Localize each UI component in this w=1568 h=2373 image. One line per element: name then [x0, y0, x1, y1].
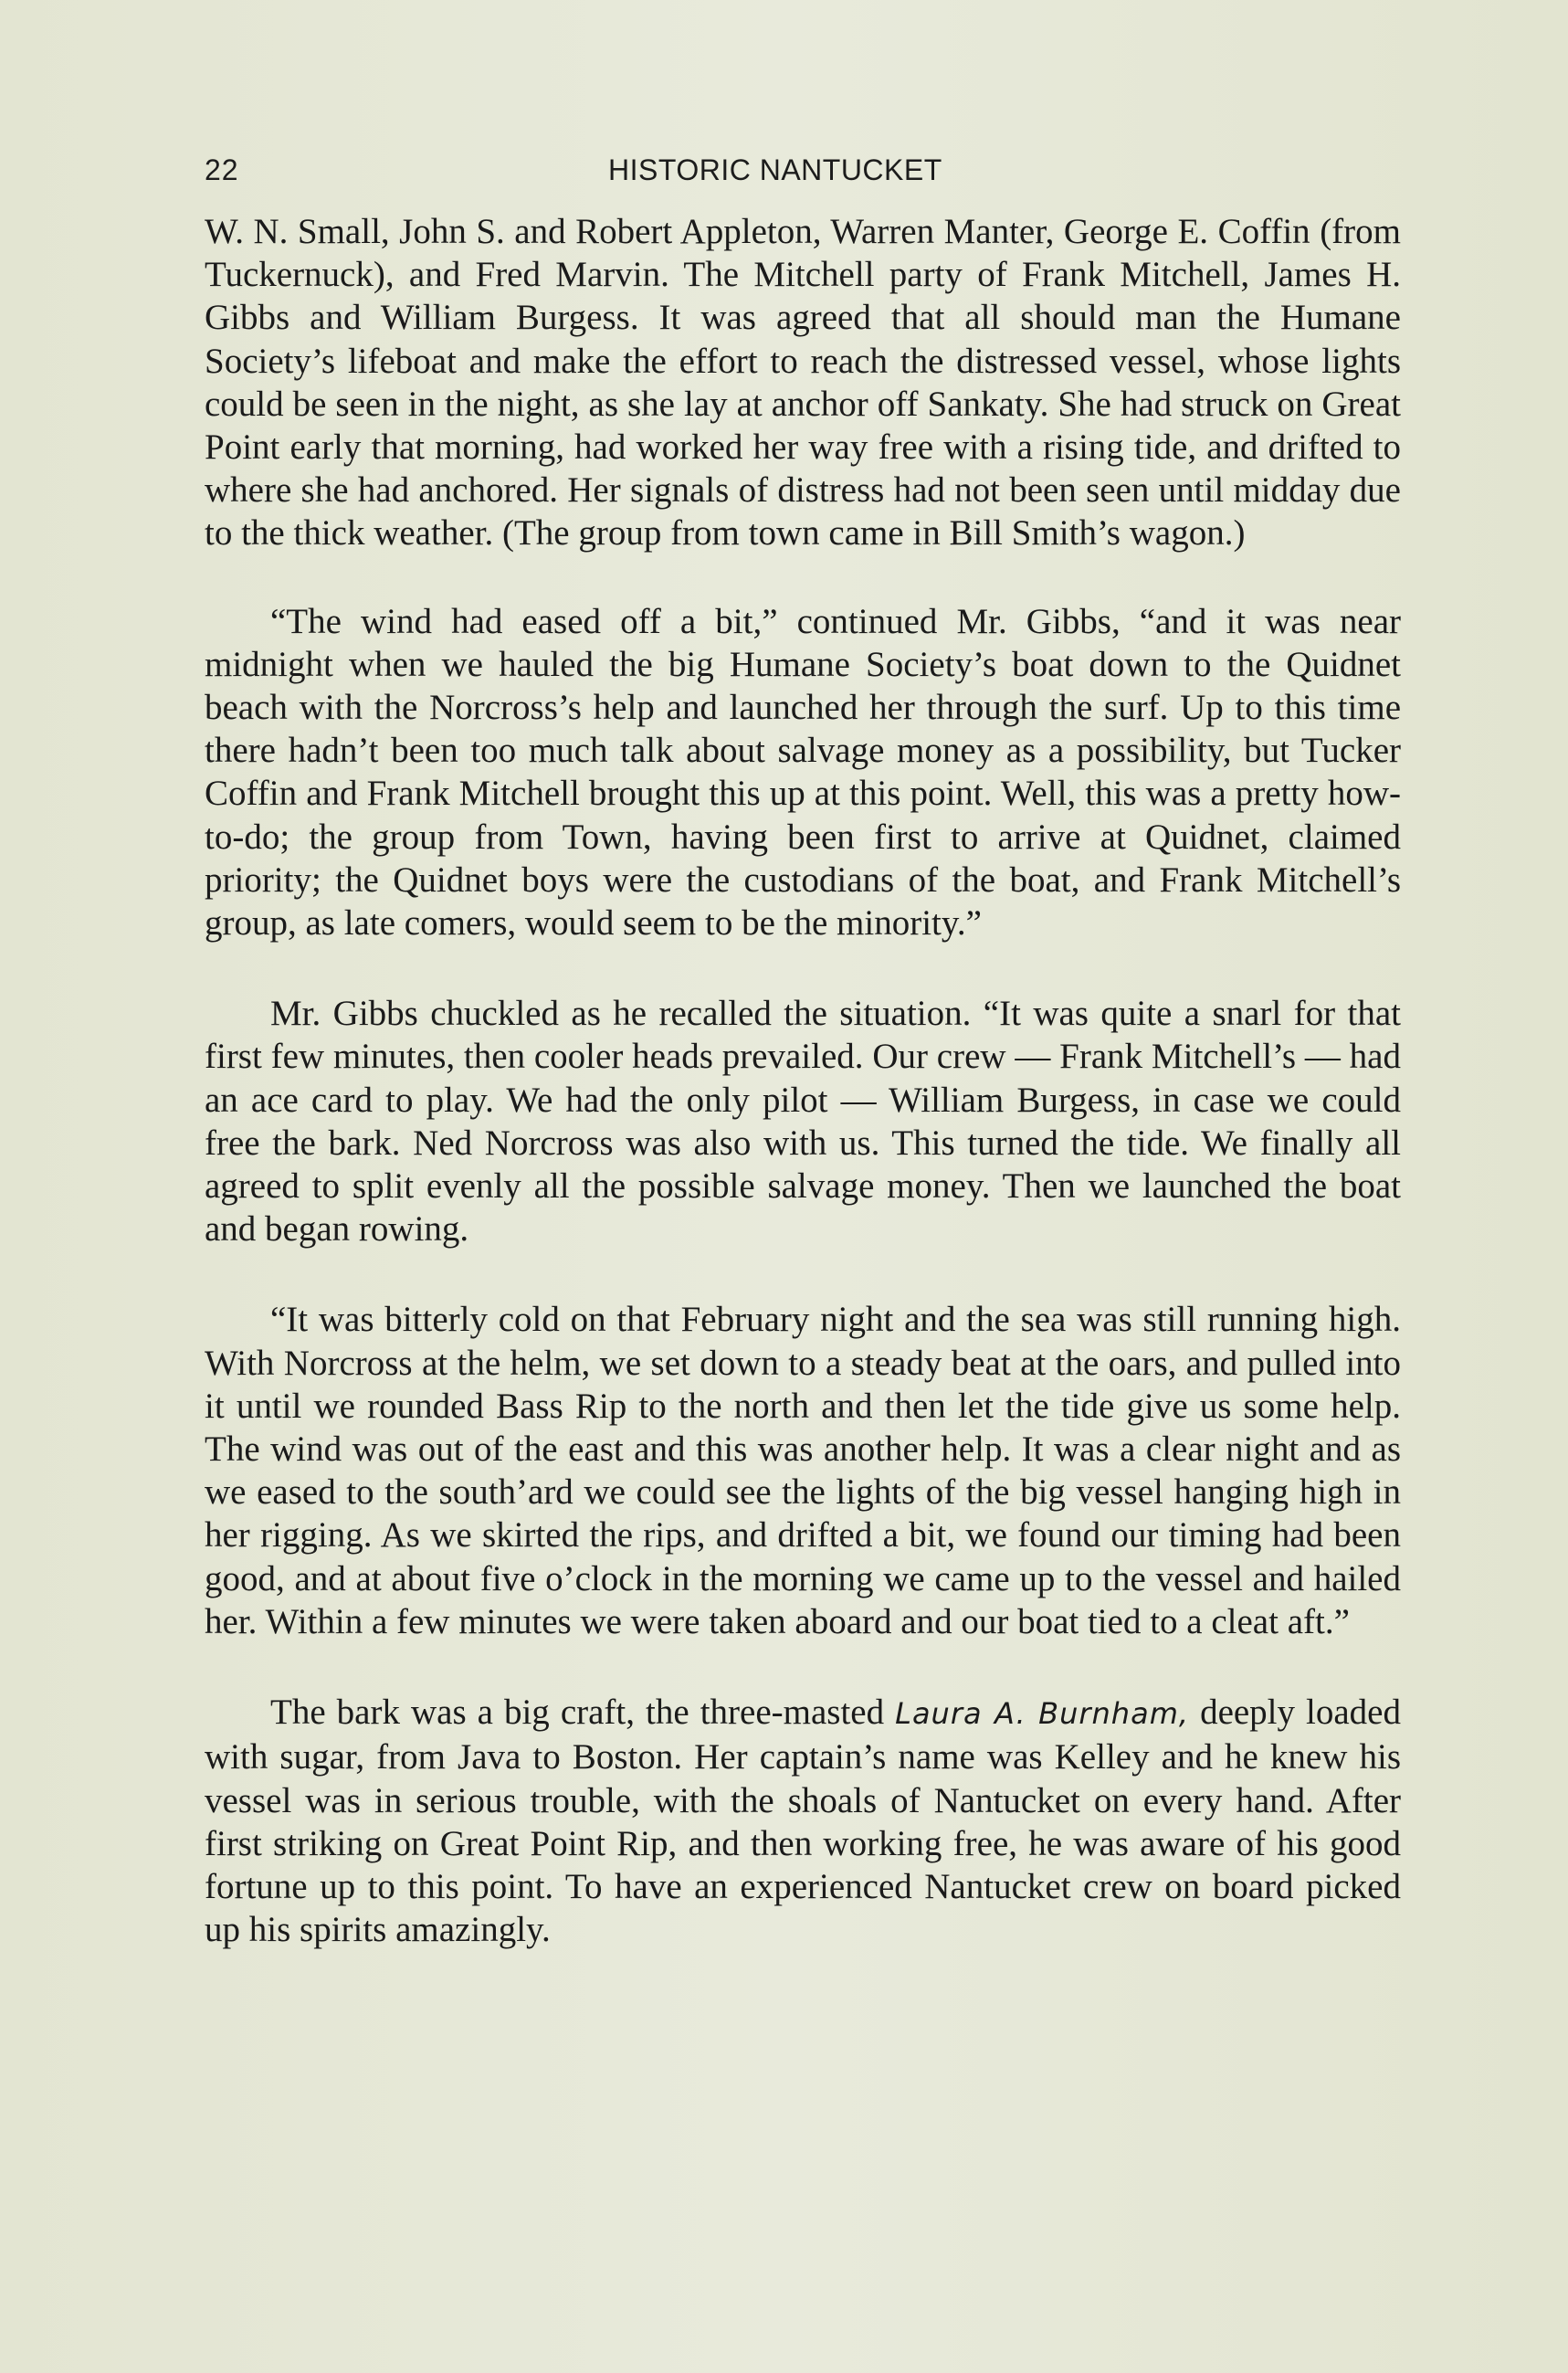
paragraph-2: “The wind had eased off a bit,” continued Mr. Gibbs, “and it was near midnight when we hauled the big Humane Society’s boat down to the Quidnet beach with the Norcross’s help and launched her through the surf. Up to this time there hadn’t been too much talk about salvage money as a possibility, but Tucker Coffin and Frank Mitchell brought this up at this point. Well, this was a pretty how-to-do; the group from Town, having been first to arrive at Quidnet, claimed priority; the Quidnet boys were the custodians of the boat, and Frank Mitchell’s group, as late comers, would seem to be the minority.” — [205, 601, 1401, 944]
page-number: 22 — [205, 153, 239, 186]
body-text — [205, 210, 1401, 1951]
paragraph-5 — [205, 1691, 1401, 1951]
paragraph-3: Mr. Gibbs chuckled as he recalled the situation. “It was quite a snarl for that first few minutes, then cooler heads prevailed. Our crew — Frank Mitchell’s — had an ace card to play. We had the only pilot — William Burgess, in case we could free the bark. Ned Norcross was also with us. This turned the tide. We finally all agreed to split evenly all the possible salvage money. Then we launched the boat and began rowing. — [205, 994, 1401, 1250]
paragraph-5-rest: deeply loaded with sugar, from Java to Boston. Her captain’s name was Kelley and he knew his vessel was in serious trouble, with the shoals of Nantucket on every hand. After first striking on Great Point Rip, and then working free, he was aware of his good fortune up to this point. To have an experienced Nantucket crew on board picked up his spirits amazingly. — [205, 1693, 1401, 1950]
paragraph-1: W. N. Small, John S. and Robert Appleton, Warren Manter, George E. Coffin (from Tuckernuck), and Fred Marvin. The Mitchell party of Frank Mitchell, James H. Gibbs and William Burgess. It was agreed that all should man the Humane Society’s lifeboat and make the effort to reach the distressed vessel, whose lights could be seen in the night, as she lay at anchor off Sankaty. She had struck on Great Point early that morning, had worked her way free with a rising tide, and drifted to where she had anchored. Her signals of distress had not been seen until midday due to the thick weather. (The group from town came in Bill Smith’s wagon.) — [205, 212, 1401, 554]
paragraph-4: “It was bitterly cold on that February night and the sea was still running high. With Norcross at the helm, we set down to a steady beat at the oars, and pulled into it until we rounded Bass Rip to the north and then let the tide give us some help. The wind was out of the east and this was another help. It was a clear night and as we eased to the south’ard we could see the lights of the big vessel hanging high in her rigging. As we skirted the rips, and drifted a bit, we found our timing had been good, and at about five o’clock in the morning we came up to the vessel and hailed her. Within a few minutes we were taken aboard and our boat tied to a cleat aft.” — [205, 1300, 1401, 1641]
paragraph-5-lead: The bark was a big craft, the three-masted — [270, 1693, 896, 1733]
page-header — [205, 153, 1401, 199]
ship-name: Laura A. Burnham, — [895, 1696, 1190, 1732]
running-title: HISTORIC NANTUCKET — [608, 153, 942, 186]
